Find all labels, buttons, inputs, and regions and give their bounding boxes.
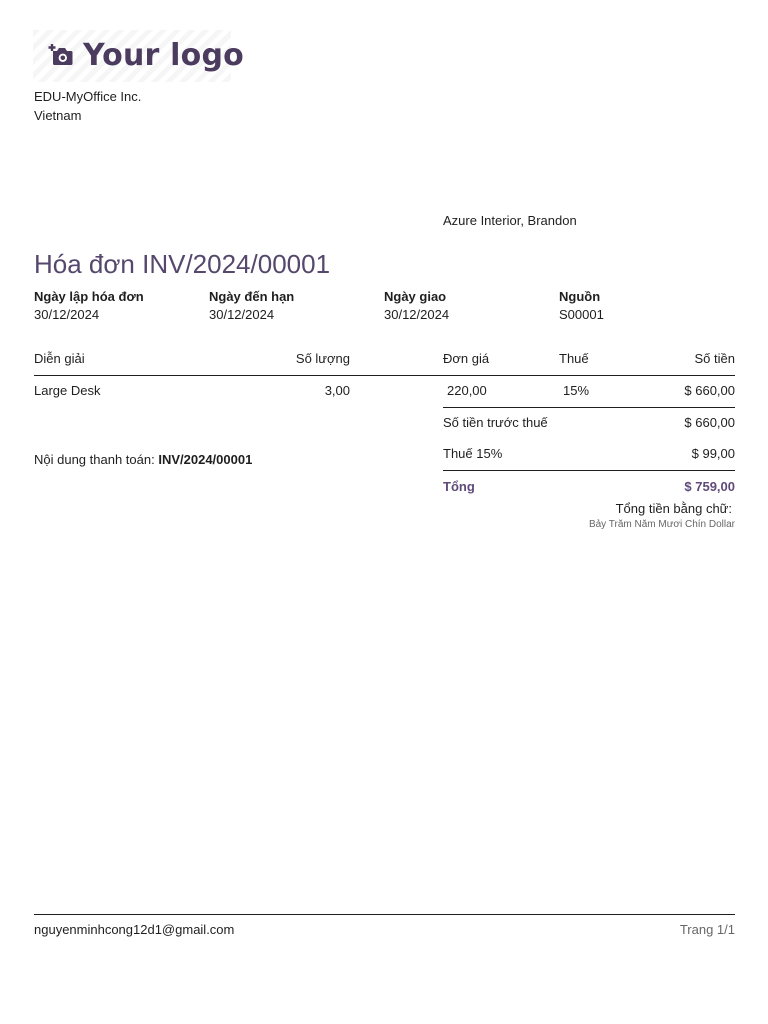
company-name: EDU-MyOffice Inc. [34,89,142,104]
subtotal-divider [443,407,735,408]
invoice-date-label: Ngày lập hóa đơn [34,289,144,304]
row-description: Large Desk [34,383,101,398]
delivery-date-value: 30/12/2024 [384,307,450,322]
payment-communication [34,452,252,468]
logo-text: Your logo [83,38,244,73]
tax-amount-label: Thuế 15% [443,446,503,461]
partner-name: Azure Interior, Brandon [443,213,577,228]
total-label: Tổng [443,479,475,494]
invoice-date-value: 30/12/2024 [34,307,100,322]
tax-amount-value: $ 99,00 [691,446,735,461]
column-header-description: Diễn giải [34,351,85,366]
row-quantity: 3,00 [324,383,350,398]
row-unit-price: 220,00 [447,383,487,398]
untaxed-amount-value: $ 660,00 [684,415,735,430]
source-value: S00001 [559,307,604,322]
source-label: Nguồn [559,289,601,304]
footer-divider [34,914,735,915]
row-tax: 15% [563,383,590,398]
row-amount: $ 660,00 [684,383,735,398]
due-date-label: Ngày đến hạn [209,289,295,304]
delivery-date-label: Ngày giao [384,289,447,304]
payment-reference: INV/2024/00001 [158,452,253,467]
camera-plus-icon [47,44,73,66]
column-header-amount: Số tiền [694,351,735,366]
footer-email: nguyenminhcong12d1@gmail.com [34,922,235,937]
column-header-quantity: Số lượng [295,351,350,366]
page-number: Trang 1/1 [679,922,735,937]
total-value: $ 759,00 [684,479,735,494]
untaxed-amount-label: Số tiền trước thuế [443,415,548,430]
payment-label: Nội dung thanh toán: [34,452,155,467]
invoice-title: Hóa đơn INV/2024/00001 [34,249,331,279]
total-divider [443,470,735,471]
column-header-unit-price: Đơn giá [443,351,490,366]
amount-in-words-value: Bảy Trăm Năm Mươi Chín Dollar [588,519,735,530]
company-country: Vietnam [34,108,82,123]
due-date-value: 30/12/2024 [209,307,275,322]
table-header-divider [34,375,735,376]
amount-in-words-label: Tổng tiền bằng chữ: [615,501,732,516]
column-header-tax: Thuế [559,351,589,366]
